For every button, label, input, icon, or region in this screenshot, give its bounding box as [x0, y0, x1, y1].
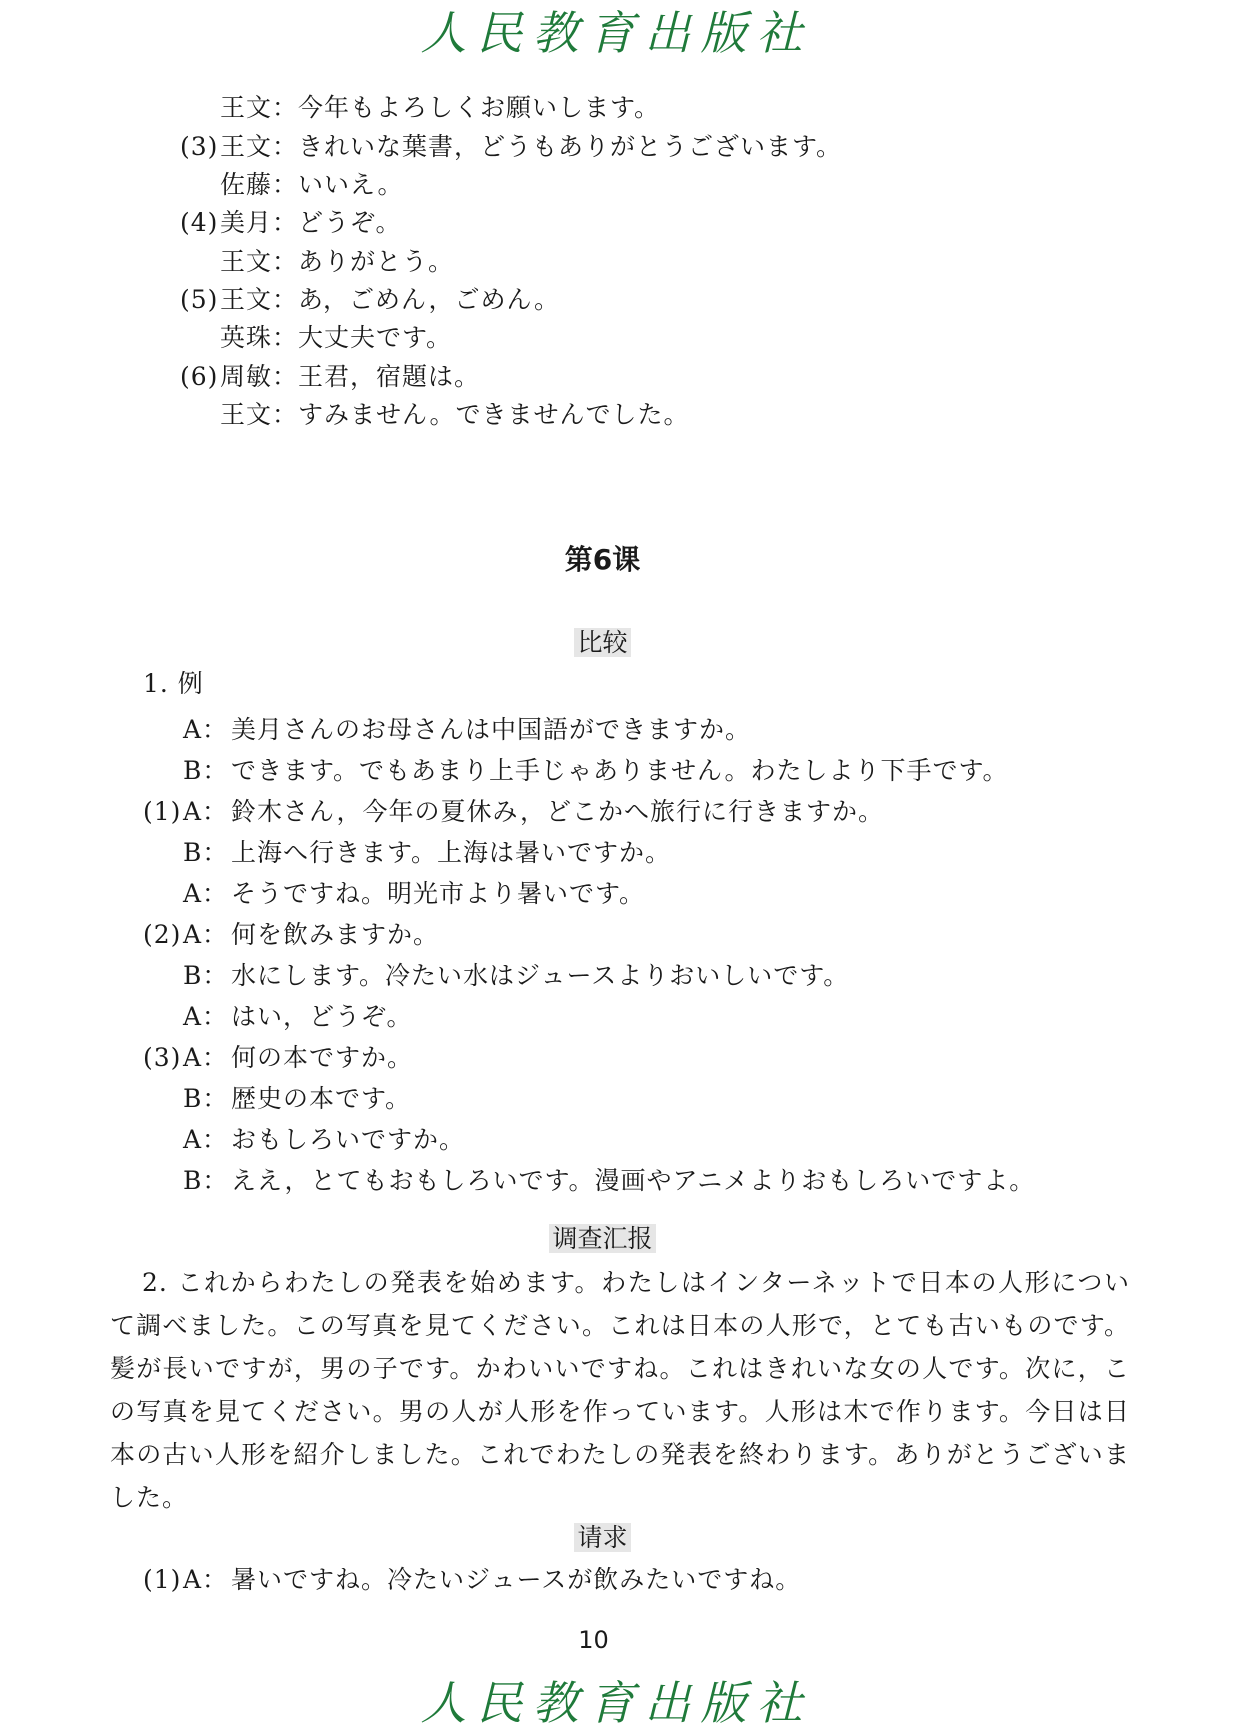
- publisher-logo-top: 人民教育出版社: [420, 6, 813, 60]
- speaker: A：: [183, 1565, 229, 1594]
- speaker: B：: [183, 756, 229, 785]
- speaker: 周敏：: [220, 362, 299, 391]
- dialogue-line: [180, 168, 404, 202]
- speaker: B：: [183, 961, 229, 990]
- line-text: きれいな葉書，どうもありがとうございます。: [298, 132, 843, 161]
- line-text: 水にします。冷たい水はジュースよりおいしいです。: [231, 961, 850, 990]
- dialogue-line: [180, 130, 842, 164]
- speaker: 美月：: [220, 208, 299, 237]
- speaker: 王文：: [220, 247, 299, 276]
- speaker: A：: [183, 715, 229, 744]
- dialogue-line: [180, 91, 660, 125]
- line-text: 暑いですね。冷たいジュースが飲みたいですね。: [231, 1565, 802, 1594]
- line-text: できます。でもあまり上手じゃありません。わたしより下手です。: [231, 756, 1009, 785]
- lesson-title: 第6课: [564, 543, 641, 576]
- dialogue-line: [143, 1123, 465, 1157]
- dialogue-line: [180, 206, 402, 240]
- speaker: 王文：: [220, 400, 299, 429]
- dialogue-line: [143, 1563, 801, 1597]
- speaker: 佐藤：: [220, 170, 299, 199]
- dialogue-line: [143, 713, 751, 747]
- speaker: A：: [183, 920, 229, 949]
- dialogue-line: [143, 1000, 413, 1034]
- line-text: おもしろいですか。: [231, 1125, 466, 1154]
- speaker: A：: [183, 1002, 229, 1031]
- dialogue-line: [143, 754, 1009, 788]
- dialogue-line: [143, 1041, 413, 1075]
- speaker: B：: [183, 1166, 229, 1195]
- speaker: 王文：: [220, 93, 299, 122]
- dialogue-line: [143, 1164, 1035, 1198]
- dialogue-line: [180, 245, 454, 279]
- line-text: 何を飲みますか。: [231, 920, 440, 949]
- section-title-request: [0, 1521, 1219, 1555]
- page-number: 10: [578, 1626, 609, 1654]
- dialogue-line: [143, 836, 671, 870]
- dialogue-line: [180, 321, 452, 355]
- dialogue-line: [180, 283, 560, 317]
- publisher-logo-bottom: 人民教育出版社: [420, 1676, 813, 1730]
- speaker: 王文：: [220, 132, 299, 161]
- item-number: (1): [143, 1565, 182, 1594]
- item-number: (4): [180, 208, 219, 237]
- item-number: (5): [180, 285, 219, 314]
- item-number: (3): [180, 132, 219, 161]
- line-text: 大丈夫です。: [298, 323, 453, 352]
- line-text: 歴史の本です。: [231, 1084, 412, 1113]
- item-number: (3): [143, 1043, 182, 1072]
- item-number: (1): [143, 797, 182, 826]
- line-text: いいえ。: [298, 170, 404, 199]
- line-text: はい，どうぞ。: [231, 1002, 413, 1031]
- item-number: (2): [143, 920, 182, 949]
- dialogue-line: [143, 877, 645, 911]
- section-title-compare: [0, 626, 1219, 660]
- speaker: 英珠：: [220, 323, 299, 352]
- line-text: 王君，宿題は。: [298, 362, 481, 391]
- line-text: 上海へ行きます。上海は暑いですか。: [231, 838, 672, 867]
- dialogue-line: [143, 959, 849, 993]
- report-paragraph: 2. これからわたしの発表を始めます。わたしはインターネットで日本の人形について調べました。この写真を見てください。これは日本の人形で，とても古いものです。髪が長いですが，男の子です。かわいいですね。これはきれいな女の人です。次に，この写真を見てください。男の人が人形を作っています。人形は木で作ります。今日は日本の古い人形を紹介しました。これでわたしの発表を終わります。ありがとうございました。: [110, 1268, 1130, 1512]
- section-title-report: [0, 1222, 1219, 1256]
- line-text: 今年もよろしくお願いします。: [298, 93, 661, 122]
- line-text: すみません。できませんでした。: [298, 400, 690, 429]
- speaker: B：: [183, 838, 229, 867]
- dialogue-line: [180, 360, 480, 394]
- speaker: B：: [183, 1084, 229, 1113]
- line-text: そうですね。明光市より暑いです。: [231, 879, 646, 908]
- section-label: 调查汇报: [549, 1224, 655, 1253]
- line-text: 鈴木さん，今年の夏休み，どこかへ旅行に行きますか。: [231, 797, 885, 826]
- speaker: A：: [183, 879, 229, 908]
- dialogue-line: [143, 1082, 411, 1116]
- line-text: ええ，とてもおもしろいです。漫画やアニメよりおもしろいですよ。: [231, 1166, 1036, 1195]
- speaker: A：: [183, 1043, 229, 1072]
- dialogue-line: [180, 398, 690, 432]
- speaker: A：: [183, 1125, 229, 1154]
- line-text: ありがとう。: [298, 247, 455, 276]
- section-label: 请求: [574, 1523, 630, 1552]
- dialogue-line: [143, 918, 439, 952]
- line-text: あ，ごめん，ごめん。: [298, 285, 561, 314]
- line-text: 何の本ですか。: [231, 1043, 414, 1072]
- section-label: 比较: [574, 628, 630, 657]
- line-text: どうぞ。: [298, 208, 402, 237]
- dialogue-line: [143, 795, 884, 829]
- speaker: A：: [183, 797, 229, 826]
- line-text: 美月さんのお母さんは中国語ができますか。: [231, 715, 752, 744]
- speaker: 王文：: [220, 285, 299, 314]
- item-number: (6): [180, 362, 219, 391]
- example-label: 1. 例: [143, 669, 204, 698]
